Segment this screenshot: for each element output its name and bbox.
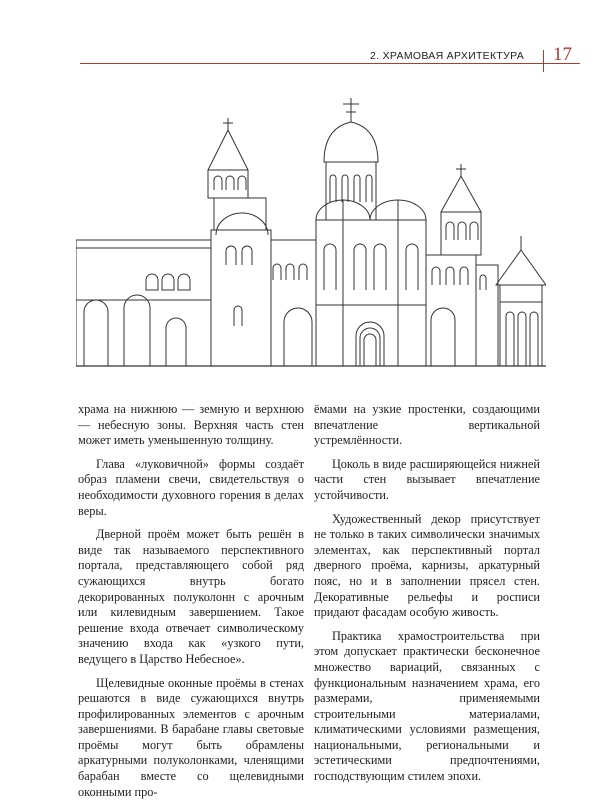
right-text-column	[314, 402, 540, 793]
cathedral-illustration	[76, 90, 546, 380]
paragraph: Практика храмостроительства при этом допускает практически бесконечное множество вариаций, связанных с функциональным назначением храма, его размерами, применяемыми строительными материалами, климатическими условиями размещения, национальными, региональными и эстетическими предпочтениями, господствующим стилем эпохи.	[314, 628, 540, 784]
paragraph: храма на нижнюю — земную и верхнюю — небесную зоны. Верхняя часть стен может иметь уменьшенную толщину.	[78, 402, 304, 448]
page-number-divider	[543, 50, 544, 72]
paragraph: ёмами на узкие простенки, создающими впечатление вертикальной устремлённости.	[314, 402, 540, 448]
section-title: 2. ХРАМОВАЯ АРХИТЕКТУРА	[364, 50, 524, 62]
paragraph: Щелевидные оконные проёмы в стенах решаются в виде сужающихся внутрь профилированных элементов с арочным завершениями. В барабане главы световые проёмы могут быть обрамлены аркатурными полуколонками, членящими барабан вместе со щелевидными оконными про-	[78, 675, 304, 799]
page-number: 17	[553, 44, 572, 65]
paragraph: Глава «луковичной» формы создаёт образ пламени свечи, свидетельствуя о необходимости духовного горения в делах веры.	[78, 456, 304, 518]
paragraph: Цоколь в виде расширяющейся нижней части стен вызывает впечатление устойчивости.	[314, 456, 540, 502]
paragraph: Художественный декор присутствует не только в таких символически значимых элементах, как перспективный портал дверного проёма, карнизы, аркатурный пояс, но и в заполнении прясел стен. Декоративные рельефы и росписи придают фасадам особую живость.	[314, 511, 540, 620]
paragraph: Дверной проём может быть решён в виде так называемого перспективного портала, представляющего собой ряд сужающихся внутрь богато декорированных полуколонн с арочным или килевидным завершением. Такое решение входа отвечает символическому значению входа как «узкого пути, ведущего в Царство Небесное».	[78, 527, 304, 666]
header-rule	[80, 63, 580, 64]
running-header	[80, 44, 580, 70]
left-text-column	[78, 402, 304, 808]
